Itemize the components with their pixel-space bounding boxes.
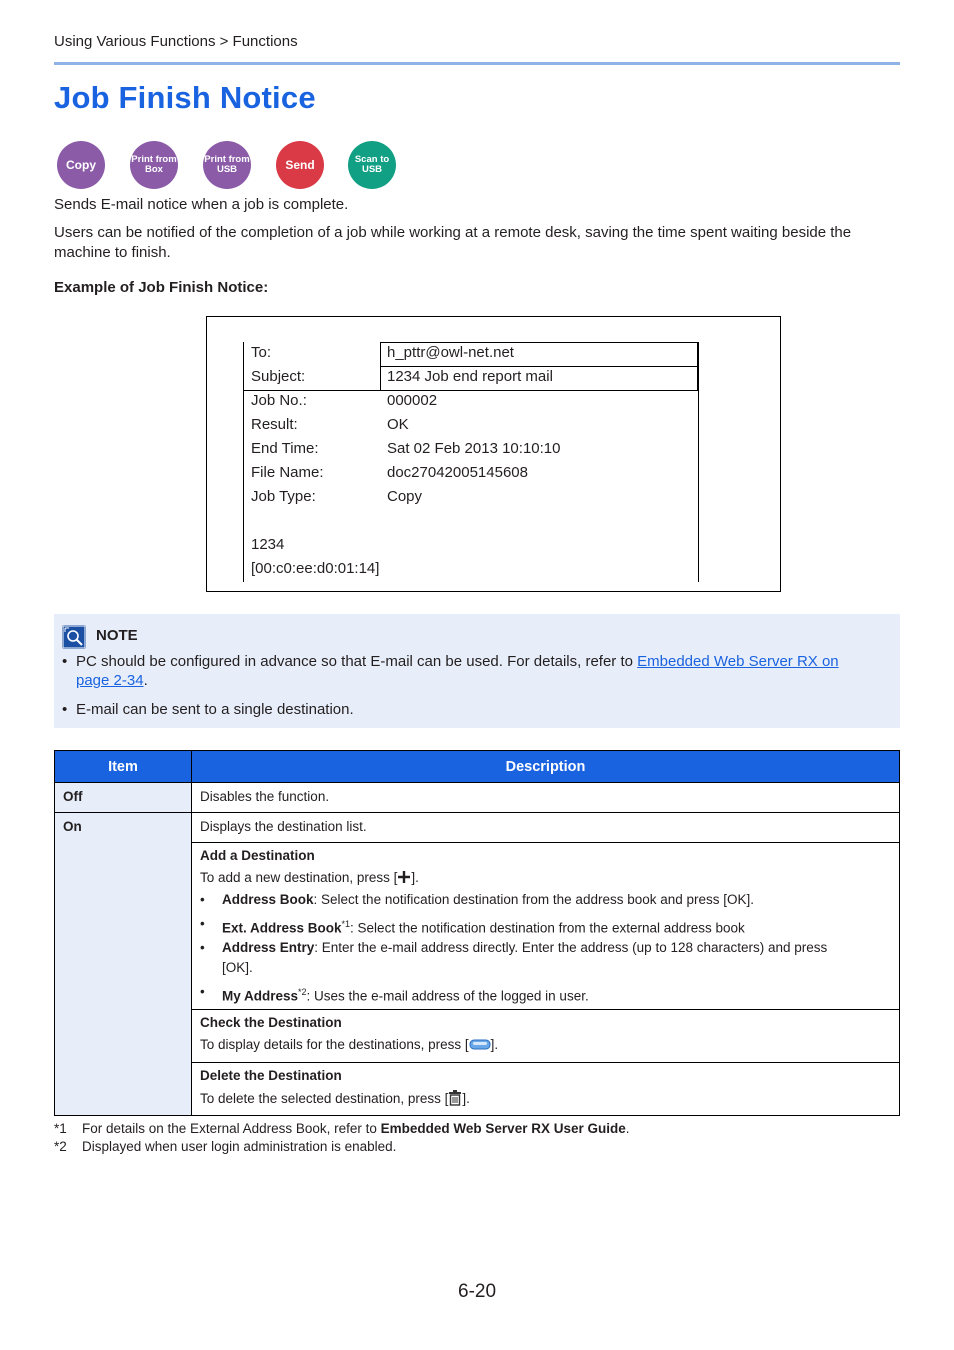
note-icon [62,625,86,649]
delete-destination-cell [191,1062,900,1116]
plus-icon [397,870,411,887]
to-label: To: [251,344,272,361]
delete-destination-heading: Delete the Destination [200,1068,342,1083]
footnote-ref-2: *2 [298,987,307,997]
to-value: h_pttr@owl-net.net [387,344,514,361]
end-time-label: End Time: [251,440,319,457]
trash-icon [448,1090,462,1109]
intro-detail-line2: machine to finish. [54,244,171,261]
intro-summary: Sends E-mail notice when a job is complete. [54,196,349,213]
breadcrumb: Using Various Functions > Functions [54,33,298,50]
address-book-term: Address Book [222,892,314,907]
note-item-1-text: PC should be configured in advance so that E-mail can be used. For details, refer to [76,653,638,670]
footer-line2: [00:c0:ee:d0:01:14] [251,560,380,577]
copy-badge: Copy [57,141,105,189]
delete-text: To delete the selected destination, press [ [200,1091,449,1107]
note-item-2-text: E-mail can be sent to a single destination. [76,701,354,718]
table-row-on-desc [191,812,900,843]
result-label: Result: [251,416,298,433]
footnote-2-mark: *2 [54,1139,67,1154]
add-destination-heading: Add a Destination [200,848,315,863]
footnote-1-guide: Embedded Web Server RX User Guide [380,1121,626,1136]
job-type-label: Job Type: [251,488,316,505]
end-time-value: Sat 02 Feb 2013 10:10:10 [387,440,561,457]
embedded-web-server-link[interactable]: Embedded Web Server RX on [637,653,839,670]
job-no-label: Job No.: [251,392,307,409]
delete-text-end: ]. [462,1091,470,1107]
page-title: Job Finish Notice [54,80,316,115]
send-badge: Send [276,141,324,189]
note-item-1 [62,652,892,692]
my-address-text: : Uses the e-mail address of the logged in user. [306,988,589,1004]
print-from-usb-badge: Print from USB [203,141,251,189]
header-rule [54,62,900,65]
footnote-2 [54,1139,397,1154]
print-from-box-badge: Print from Box [130,141,178,189]
check-destination-text [200,1037,498,1054]
example-heading: Example of Job Finish Notice: [54,279,269,296]
table-row-off-item [54,782,192,813]
result-value: OK [387,416,409,433]
address-entry-text: : Enter the e-mail address directly. Enter the address (up to 128 characters) and press [314,940,828,955]
page-number: 6-20 [458,1281,497,1302]
bullet: • [62,653,68,670]
item-off: Off [63,789,83,804]
note-title: NOTE [96,627,138,644]
off-description: Disables the function. [200,789,330,804]
check-text-end: ]. [490,1037,499,1053]
add-destination-intro [200,870,419,887]
check-text: To display details for the destinations, press [ [200,1037,469,1053]
column-header-item: Item [54,750,192,783]
footnote-1-mark: *1 [54,1121,67,1136]
column-header-description: Description [191,750,900,783]
note-item-2 [62,700,892,720]
add-destination-cell: Add a Destination To add a new destination, press [ ]. • Address Book: Select the notification destination from the address book and press [OK]. • Ext. Address Book$^{*1}$: Select the notification destination from the external address book • Address Entry: Enter the e-mail address directly. Enter the address (up to 128 characters) and press [OK]. • My Address$^{*2}$: Uses the e-mail address of the logged in user. [191,842,900,1010]
footnote-2-text: Displayed when user login administration is enabled. [82,1139,397,1154]
footnote-1-text: For details on the External Address Book, refer to [82,1121,381,1136]
check-destination-heading: Check the Destination [200,1015,342,1030]
header-divider [243,390,380,391]
add-intro-text: To add a new destination, press [ [200,870,398,886]
ext-address-book-text: : Select the notification destination from the external address book [350,920,745,936]
address-entry-text-end: [OK]. [222,960,253,975]
table-row-off-desc [191,782,900,813]
my-address-term: My Address [222,988,299,1004]
on-description: Displays the destination list. [200,819,367,834]
ext-address-book-term: Ext. Address Book [222,920,342,936]
item-on: On [63,819,82,834]
add-intro-end: ]. [411,870,419,886]
job-no-value: 000002 [387,392,438,409]
page-2-34-link[interactable]: page 2-34 [76,672,144,689]
footer-line1: 1234 [251,536,285,553]
intro-detail-line1: Users can be notified of the completion of a job while working at a remote desk, saving the time spent waiting beside the [54,224,852,241]
address-entry-term: Address Entry [222,940,315,955]
footnote-ref-1: *1 [341,919,351,929]
footnote-1 [54,1121,630,1136]
table-row-on-item [54,812,192,1116]
scan-to-usb-badge: Scan to USB [348,141,396,189]
address-book-text: : Select the notification destination from the address book and press [OK]. [313,892,755,907]
note-item-1-end: . [143,672,148,689]
destination-detail-icon [469,1037,491,1054]
check-destination-cell [191,1009,900,1063]
bullet: • [62,701,68,718]
job-type-value: Copy [387,488,423,505]
subject-label: Subject: [251,368,306,385]
subject-value: 1234 Job end report mail [387,368,553,385]
delete-destination-text [200,1090,470,1109]
file-name-value: doc27042005145608 [387,464,528,481]
file-name-label: File Name: [251,464,324,481]
footnote-1-end: . [625,1121,630,1136]
